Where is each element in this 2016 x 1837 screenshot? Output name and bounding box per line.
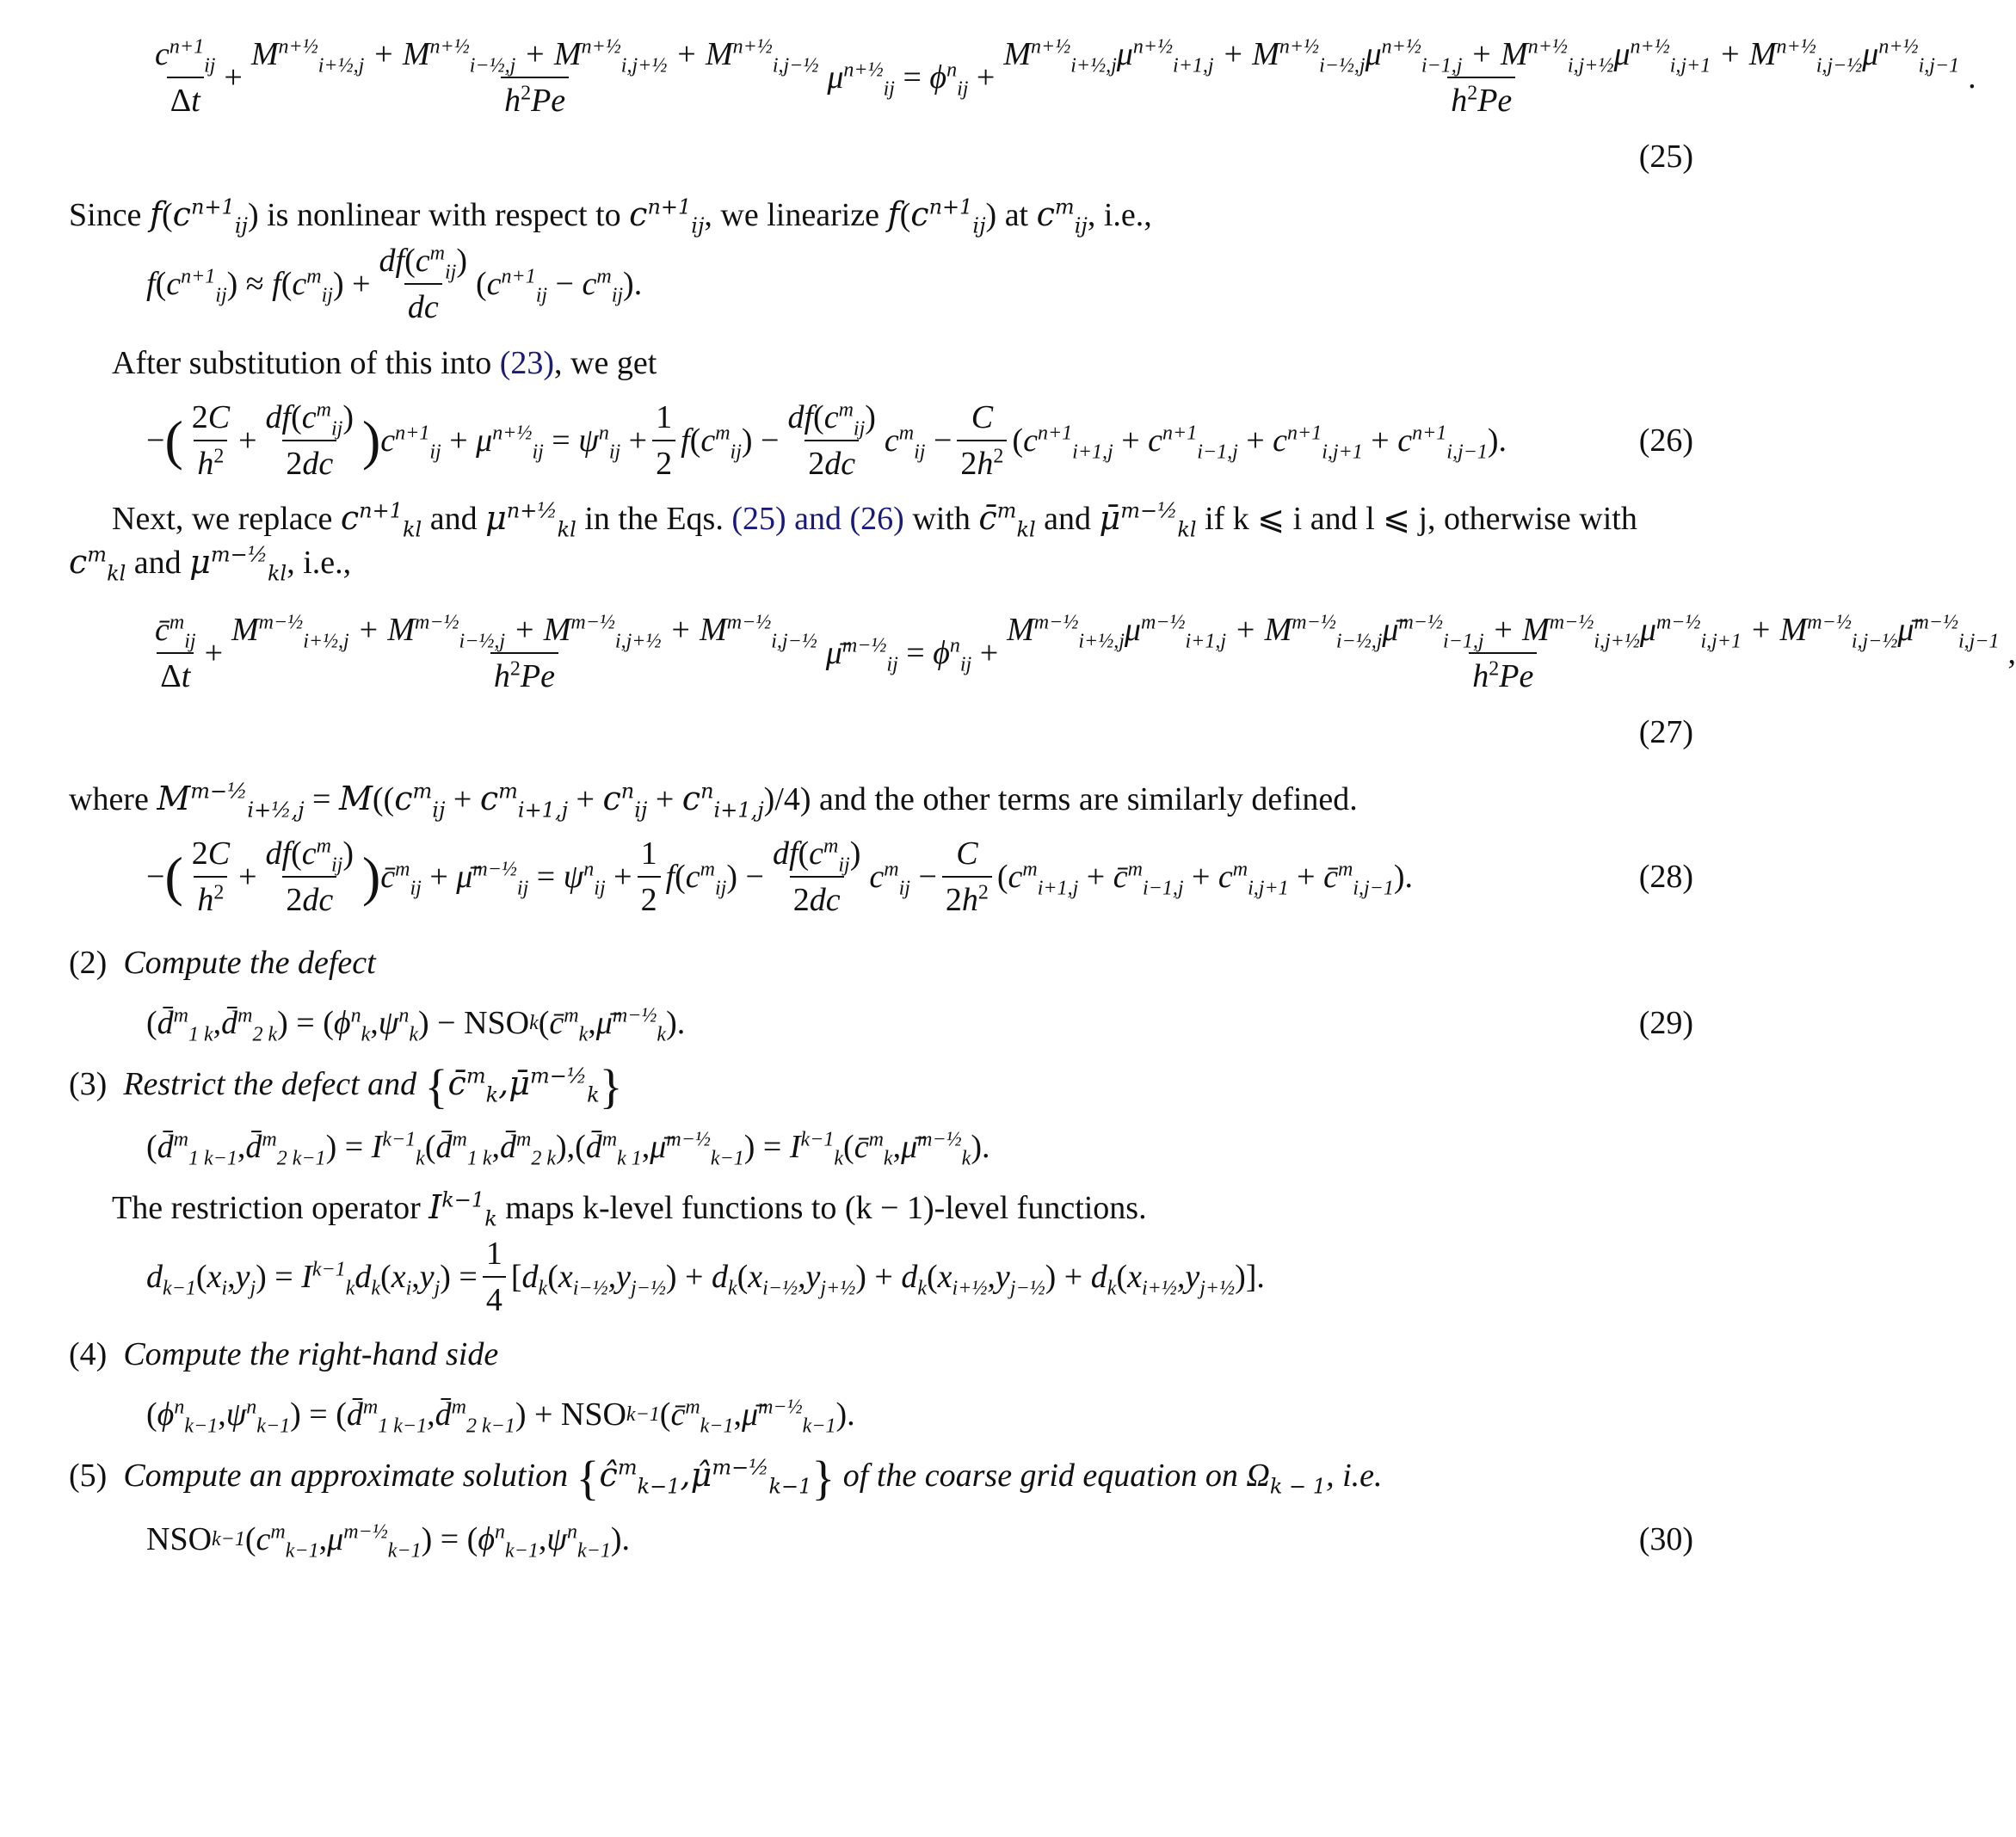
paper-page bbox=[69, 17, 2016, 1578]
paragraph-replace: Next, we replace $c^{n+1}_{kl}$ and $\mu^{n+\frac{1}{2}}_{kl}$ in the Eqs. (25) and (26) with c̄$^m_{kl}$ and μ̄$^{m-\frac{1}{2}}_{kl}$ if k ⩽ i and l ⩽ j, otherwise with bbox=[112, 498, 1637, 542]
equation-27: $\frac{c̄^m_{ij}}{\Delta t}$ + $\frac{M^{m-\frac{1}{2}}_{i+\frac{1}{2},j} + M^{m-\frac{1}{2}}_{i-\frac{1}{2},j} + M^{m-\frac{1}{2}}_{i,j+\frac{1}{2}} + M^{m-\frac{1}{2}}_{i,j-\frac{1}{2}}}{h^2Pe}$ μ̄$^{m-\frac{1}{2}}_{ij}$ = $\phi^n_{ij}$ + $M^{m-\frac{1}{2}}_{i+\frac{1}{2},j}\mu^{m-\frac{1}{2}}_{i+1,j}$ + $M^{m-\frac{1}{2}}_{i-\frac{1}{2},j}\mū^{m-\frac{1}{2}}_{i-1,j} + M^{m-\frac{1}{2}}_{i,j+\frac{1}{2}}\mu^{m-\frac{1}{2}}_{i,j+1}$ + $M^{m-\frac{1}{2}}_{i,j-\frac{1}{2}}\mū^{m-\frac{1}{2}}_{i,j-1}$ $h^2Pe$ , bbox=[155, 611, 2016, 694]
paragraph-restriction-operator: The restriction operator $I^{k-1}_k$ maps k-level functions to (k − 1)-level functions. bbox=[112, 1187, 1147, 1231]
restriction-average-formula: $d_{k-1}$ ( $x_i$ , $y_j$ ) = $I^{k-1}_kd_k$ ( $x_i$ , $y_j$ ) = $\frac{1}{4}$ [ $d_k$ ( $x_{i-\frac{1}{2}},y_{j-\frac{1}{2}}$ ) + $d_k$ ( $x_{i-\frac{1}{2}},y_{j+\frac{1}{2}}$ ) + $d_k$ ( $x_{i+\frac{1}{2}},y_{j-\frac{1}{2}}$ ) + $d_k$ ( $x_{i+\frac{1}{2}},y_{j+\frac{1}{2}}$ )]. bbox=[146, 1236, 1265, 1319]
equation-30: NSO k−1 ( $c^m_{k-1}$ , $\mu^{m-\frac{1}{2}}_{k-1}$ ) = ( $\phi^n_{k-1}$ , $\psi^n_{k-1}$ ). (30) bbox=[146, 1520, 1693, 1563]
paragraph-substitution: After substitution of this into (23), we get bbox=[112, 345, 657, 381]
equation-number-30: (30) bbox=[1638, 1520, 1693, 1557]
equation-number-25: (25) bbox=[1638, 139, 1693, 175]
step-4-heading: (4) Compute the right-hand side bbox=[69, 1336, 499, 1373]
equation-25: $\frac{c^{n+1}_{ij}}{\Delta t}$ + $\frac{M^{n+\frac{1}{2}}_{i+\frac{1}{2},j} + M^{n+\frac{1}{2}}_{i-\frac{1}{2},j} + M^{n+\frac{1}{2}}_{i,j+\frac{1}{2}} + M^{n+\frac{1}{2}}_{i,j-\frac{1}{2}}}{h^2Pe}$ $\mu^{n+\frac{1}{2}}_{ij}$ = $\phi^n_{ij}$ + $M^{n+\frac{1}{2}}_{i+\frac{1}{2},j}\mu^{n+\frac{1}{2}}_{i+1,j} + M^{n+\frac{1}{2}}_{i-\frac{1}{2},j}\mu^{n+\frac{1}{2}}_{i-1,j} + M^{n+\frac{1}{2}}_{i,j+\frac{1}{2}}\mu^{n+\frac{1}{2}}_{i,j+1} + M^{n+\frac{1}{2}}_{i,j-\frac{1}{2}}\mu^{n+\frac{1}{2}}_{i,j-1}$ $h^2Pe$ . bbox=[155, 35, 1976, 119]
reference-23[interactable]: (23) bbox=[499, 345, 555, 381]
rhs-formula: ( $\phi^n_{k-1}$ , $\psi^n_{k-1}$ ) = ( d̄$^m_{1 k-1}$ , d̄$^m_{2 k-1}$ ) + NSO k−1 ( c̄$^m_{k-1}$ , μ̄$^{m-\frac{1}{2}}_{k-1}$ ). bbox=[146, 1396, 855, 1438]
equation-29: ( d̄$^m_{1 k}$ , d̄$^m_{2 k}$ ) = ( $\phi^n_k$ , $\psi^n_k$ ) − NSO k ( c̄$^m_k$ , μ̄$^{m-\frac{1}{2}}_k$ ). (29) bbox=[146, 1004, 1693, 1046]
equation-number-26: (26) bbox=[1638, 422, 1693, 459]
reference-25-26[interactable]: (25) and (26) bbox=[731, 501, 904, 537]
equation-26: − ( $\frac{2C}{h^2}$ + $\frac{df(c^m_{ij})}{2dc}$ ) $c^{n+1}_{ij}$ + $\mu^{n+\frac{1}{2}}_{ij}$ = $\psi^n_{ij}$ + $\frac{1}{2}$ f ( $c^m_{ij}$ ) − $\frac{df(c^m_{ij})}{2dc}$ $c^m_{ij}$ − $\frac{C}{2h^2}$ ( $c^{n+1}_{i+1,j}$ + $c^{n+1}_{i-1,j}$ + $c^{n+1}_{i,j+1}$ + $c^{n+1}_{i,j-1}$ ). (26) bbox=[146, 398, 1693, 482]
equation-number-28: (28) bbox=[1638, 859, 1693, 895]
step-3-heading: (3) Restrict the defect and {c̄$^m_k$,μ̄$^{m-\frac{1}{2}}_k$} bbox=[69, 1060, 623, 1114]
linearization-formula: f ( $c^{n+1}_{ij}$ ) ≈ f ( $c^m_{ij}$ ) + $\frac{df(c^m_{ij})}{dc}$ ( $c^{n+1}_{ij}$ − $c^m_{ij}$ ). bbox=[146, 242, 643, 325]
paragraph-where: where $M^{m-\frac{1}{2}}_{i+\frac{1}{2},j} = M((c^m_{ij} + c^m_{i+1,j} + c^n_{ij} + c^n_{i+1,j})/4)$ and the other terms are similarly defined. bbox=[69, 779, 1358, 823]
step-2-heading: (2) Compute the defect bbox=[69, 945, 376, 981]
equation-number-27: (27) bbox=[1638, 714, 1693, 750]
equation-number-29: (29) bbox=[1638, 1005, 1693, 1041]
equation-28: − ( $\frac{2C}{h^2}$ + $\frac{df(c^m_{ij})}{2dc}$ ) c̄$^m_{ij}$ + μ̄$^{m-\frac{1}{2}}_{ij}$ = $\psi^n_{ij}$ + $\frac{1}{2}$ f ( $c^m_{ij}$ ) − $\frac{df(c^m_{ij})}{2dc}$ $c^m_{ij}$ − $\frac{C}{2h^2}$ ( $c^m_{i+1,j}$ + c̄$^m_{i-1,j}$ + $c^m_{i,j+1}$ + c̄$^m_{i,j-1}$ ). (28) bbox=[146, 835, 1693, 918]
step-5-heading: (5) Compute an approximate solution $\{ĉ^m_{k-1},\mû^{m-\frac{1}{2}}_{k-1}\}$ of the coarse grid equation on $\Omega_{k - 1}$, i.e. bbox=[69, 1452, 1383, 1506]
restriction-formula: ( d̄$^m_{1 k-1}$ , d̄$^m_{2 k-1}$ ) = $I^{k-1}_k$ ( d̄$^m_{1 k}$ , d̄$^m_{2 k}$ ),( d̄$^m_{k 1}$ , μ̄$^{m-\frac{1}{2}}_{k-1}$ ) = $I^{k-1}_k$ ( c̄$^m_k$ , μ̄$^{m-\frac{1}{2}}_k$ ). bbox=[146, 1128, 990, 1170]
paragraph-replace-cont: $c^m_{kl}$ and $\mu^{m-\frac{1}{2}}_{kl}$, i.e., bbox=[69, 542, 352, 586]
paragraph-linearize: Since $f(c^{n+1}_{ij})$ is nonlinear with respect to $c^{n+1}_{ij}$, we linearize $f(c^{n+1}_{ij})$ at $c^m_{ij}$, i.e., bbox=[69, 194, 1152, 238]
